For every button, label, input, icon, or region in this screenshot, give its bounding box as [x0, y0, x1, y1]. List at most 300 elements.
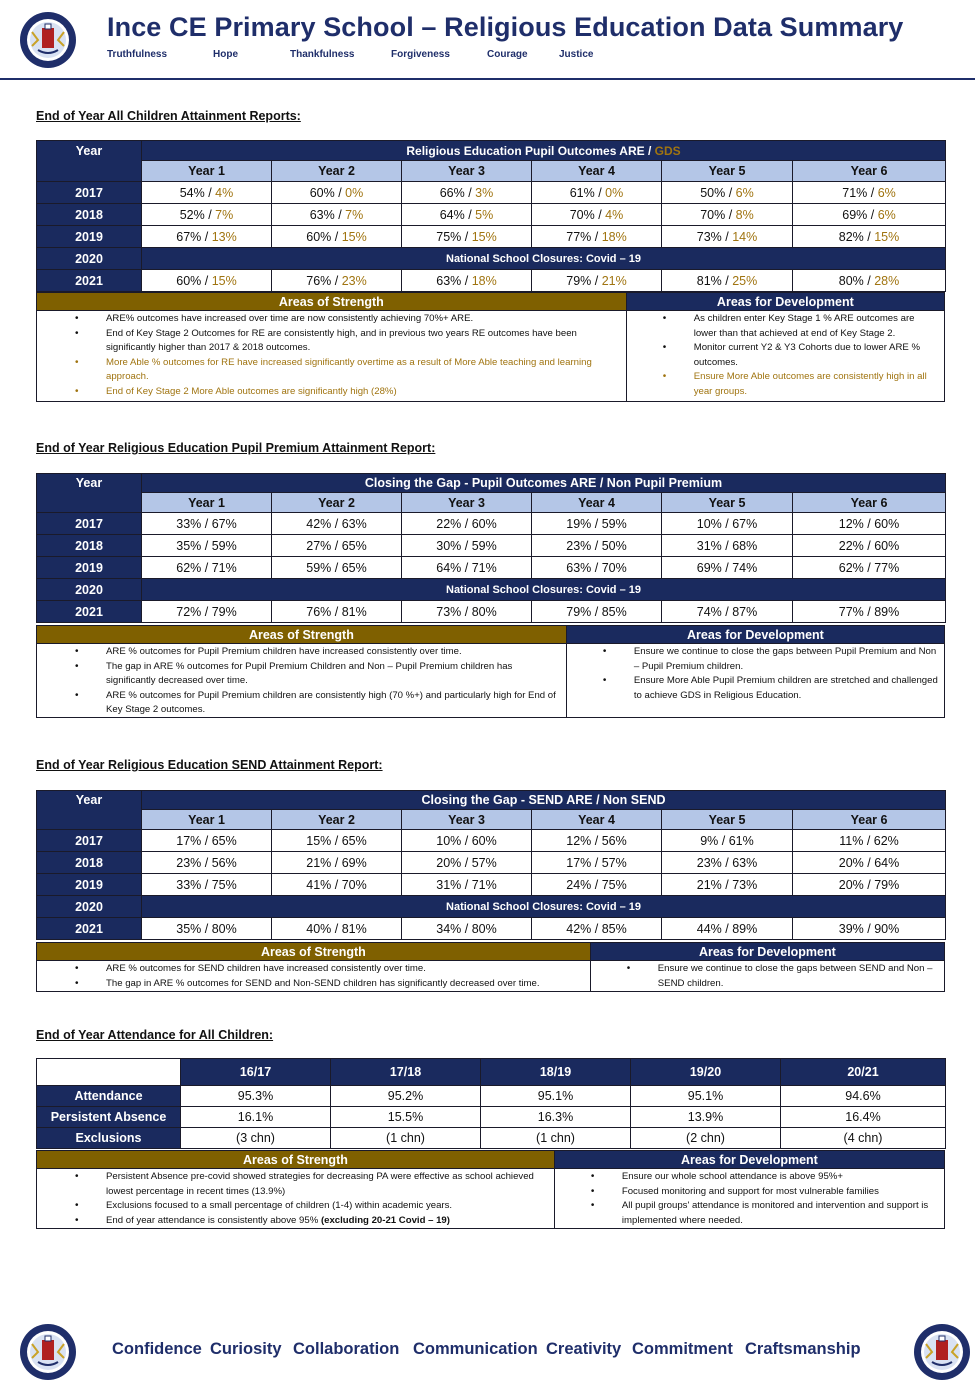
- table-row: [37, 579, 946, 601]
- note-text: Persistent Absence pre-covid showed strategies for decreasing PA were effective as school achieved lowest percentage in recent times (13.9%): [106, 1171, 534, 1197]
- note-text: The gap in ARE % outcomes for Pupil Premium Children and Non – Pupil Premium children has significantly decreased over time.: [106, 660, 513, 686]
- note-emphasis: (excluding 20-21 Covid – 19): [320, 1214, 450, 1226]
- are-value: 71% /: [842, 185, 878, 200]
- attendance-value-cell: 94.6%: [781, 1086, 946, 1107]
- areas-for-development-heading: Areas for Development: [555, 1151, 944, 1169]
- areas-of-strength-heading: Areas of Strength: [37, 1151, 554, 1169]
- attendance-value-cell: 95.3%: [181, 1086, 331, 1107]
- outcome-cell: 17% / 57%: [532, 852, 662, 874]
- development-item: [591, 962, 938, 991]
- outcome-cell: 19% / 59%: [532, 513, 662, 535]
- row-year-label: 2019: [37, 226, 142, 248]
- gds-value: 21%: [601, 273, 627, 288]
- development-item: [627, 312, 938, 341]
- table-row: [37, 557, 946, 579]
- footer-value: Commitment: [632, 1340, 733, 1358]
- attendance-value-cell: 16.3%: [481, 1107, 631, 1128]
- row-year-label: 2017: [37, 513, 142, 535]
- year-group-header: Year 6: [793, 493, 946, 513]
- outcome-cell: [793, 182, 946, 204]
- gds-value: 3%: [475, 185, 494, 200]
- gds-value: 15%: [341, 229, 367, 244]
- are-value: 70% /: [700, 207, 736, 222]
- note-text: Ensure More Able outcomes are consistently high in all year groups.: [693, 371, 927, 397]
- school-crest-logo: [912, 1322, 972, 1382]
- strength-item: [37, 1199, 548, 1214]
- academic-year-header: 18/19: [481, 1059, 631, 1086]
- areas-for-development: [555, 1151, 944, 1228]
- school-crest-logo: [18, 1322, 78, 1382]
- are-value: 61% /: [569, 185, 606, 200]
- outcome-cell: [272, 270, 402, 292]
- are-value: 82% /: [838, 229, 875, 244]
- outcome-cell: 15% / 65%: [272, 830, 402, 852]
- school-value: Truthfulness: [107, 49, 168, 60]
- attendance-value-cell: 16.1%: [181, 1107, 331, 1128]
- attendance-value-cell: 16.4%: [781, 1107, 946, 1128]
- banner-text: Religious Education Pupil Outcomes ARE /: [406, 143, 655, 158]
- strength-list: [37, 311, 626, 400]
- school-value: Courage: [487, 49, 528, 60]
- outcome-cell: [402, 226, 532, 248]
- row-year-label: 2021: [37, 601, 142, 623]
- table-row: [37, 535, 946, 557]
- are-value: 80% /: [838, 273, 875, 288]
- year-group-header: Year 4: [532, 493, 662, 513]
- table-row: [37, 270, 946, 292]
- development-item: [555, 1185, 938, 1200]
- footer-value: Craftsmanship: [745, 1340, 861, 1358]
- school-crest-logo: [18, 10, 78, 70]
- gds-value: 15%: [471, 229, 497, 244]
- outcome-cell: [662, 204, 793, 226]
- gds-value: 18%: [601, 229, 627, 244]
- academic-year-header: 20/21: [781, 1059, 946, 1086]
- note-text: ARE % outcomes for Pupil Premium children are consistently high (70 %+) and particularly high for End of Key Stage 2 outcomes.: [106, 689, 556, 715]
- outcome-cell: [532, 226, 662, 248]
- strength-item: [37, 645, 560, 660]
- outcome-cell: 21% / 73%: [662, 874, 793, 896]
- strength-item: [37, 356, 620, 385]
- outcome-cell: 62% / 71%: [142, 557, 272, 579]
- year-group-header: Year 5: [662, 161, 793, 182]
- outcome-cell: [793, 226, 946, 248]
- all-children-attainment-table: [36, 140, 946, 292]
- year-group-header: Year 3: [402, 810, 532, 830]
- gds-value: 8%: [735, 207, 754, 222]
- attendance-value-cell: (1 chn): [331, 1128, 481, 1149]
- year-group-header: Year 1: [142, 161, 272, 182]
- attendance-value-cell: 13.9%: [631, 1107, 781, 1128]
- areas-for-development-heading: Areas for Development: [627, 293, 944, 311]
- covid-closure-notice: National School Closures: Covid – 19: [142, 248, 946, 270]
- strength-list: [37, 961, 590, 992]
- send-attainment-table: [36, 790, 946, 940]
- year-group-header: Year 3: [402, 493, 532, 513]
- note-text: Exclusions focused to a small percentage of children (1-4) within academic years.: [106, 1200, 453, 1211]
- academic-year-header: 19/20: [631, 1059, 781, 1086]
- development-list: [555, 1169, 944, 1229]
- gds-value: 14%: [732, 229, 758, 244]
- page-title: Ince CE Primary School – Religious Education Data Summary: [107, 12, 904, 42]
- row-year-label: 2020: [37, 248, 142, 270]
- attendance-value-cell: 15.5%: [331, 1107, 481, 1128]
- outcome-cell: [142, 204, 272, 226]
- are-value: 63% /: [436, 273, 472, 288]
- outcome-cell: [532, 182, 662, 204]
- outcome-cell: 64% / 71%: [402, 557, 532, 579]
- are-value: 54% /: [179, 185, 216, 200]
- outcome-cell: [662, 182, 793, 204]
- year-group-header: Year 6: [793, 810, 946, 830]
- outcome-cell: [793, 270, 946, 292]
- gds-value: 23%: [341, 273, 367, 288]
- section-title-attendance: End of Year Attendance for All Children:: [36, 1028, 274, 1042]
- table-row: [37, 248, 946, 270]
- gds-value: 7%: [345, 207, 364, 222]
- outcome-cell: 23% / 63%: [662, 852, 793, 874]
- note-text: ARE% outcomes have increased over time are now consistently achieving 70%+ ARE.: [106, 313, 474, 324]
- note-text: End of Key Stage 2 More Able outcomes are significantly high (28%): [106, 385, 397, 397]
- areas-of-strength: [37, 943, 591, 991]
- note-text: End of year attendance is consistently above 95%: [106, 1214, 321, 1226]
- outcome-cell: 35% / 80%: [142, 918, 272, 940]
- outcome-cell: 21% / 69%: [272, 852, 402, 874]
- strength-item: [37, 1170, 548, 1199]
- strength-item: [37, 312, 620, 327]
- outcome-cell: 31% / 68%: [662, 535, 793, 557]
- outcome-cell: 20% / 57%: [402, 852, 532, 874]
- attendance-value-cell: (1 chn): [481, 1128, 631, 1149]
- covid-closure-notice: National School Closures: Covid – 19: [142, 579, 946, 601]
- row-year-label: 2017: [37, 182, 142, 204]
- table-row: [37, 204, 946, 226]
- note-text: All pupil groups' attendance is monitored and intervention and support is implemented where needed.: [621, 1200, 929, 1226]
- footer-value: Curiosity: [210, 1340, 282, 1358]
- are-value: 76% /: [306, 273, 342, 288]
- pupil-premium-attainment-table: [36, 473, 946, 623]
- row-year-label: 2021: [37, 270, 142, 292]
- are-value: 64% /: [439, 207, 476, 222]
- are-value: 81% /: [696, 273, 733, 288]
- note-text: Monitor current Y2 & Y3 Cohorts due to lower ARE % outcomes.: [693, 342, 920, 368]
- are-value: 69% /: [842, 207, 878, 222]
- outcome-cell: 40% / 81%: [272, 918, 402, 940]
- school-value: Forgiveness: [391, 49, 450, 60]
- development-item: [627, 370, 938, 399]
- strength-item: [37, 1214, 548, 1229]
- outcome-cell: 39% / 90%: [793, 918, 946, 940]
- outcome-cell: [142, 226, 272, 248]
- year-group-header: Year 4: [532, 810, 662, 830]
- year-group-header: Year 2: [272, 161, 402, 182]
- all-children-notes: [36, 292, 945, 402]
- row-year-label: 2018: [37, 852, 142, 874]
- outcome-cell: 11% / 62%: [793, 830, 946, 852]
- footer-value: Confidence: [112, 1340, 202, 1358]
- outcome-cell: 35% / 59%: [142, 535, 272, 557]
- gds-value: 6%: [877, 207, 896, 222]
- outcome-cell: 63% / 70%: [532, 557, 662, 579]
- row-year-label: 2020: [37, 579, 142, 601]
- outcome-cell: 24% / 75%: [532, 874, 662, 896]
- development-list: [591, 961, 944, 992]
- outcome-cell: [142, 182, 272, 204]
- row-year-label: 2017: [37, 830, 142, 852]
- are-value: 73% /: [696, 229, 733, 244]
- development-list: [567, 644, 944, 704]
- strength-item: [37, 977, 584, 992]
- attendance-metric-label: Exclusions: [37, 1128, 181, 1149]
- table-row: [37, 226, 946, 248]
- are-value: 79% /: [566, 273, 602, 288]
- outcome-cell: [532, 204, 662, 226]
- table-row: [37, 1107, 946, 1128]
- table-row: [37, 601, 946, 623]
- gds-value: 15%: [874, 229, 900, 244]
- outcome-cell: 62% / 77%: [793, 557, 946, 579]
- year-column-header: Year: [37, 791, 142, 830]
- gds-value: 0%: [345, 185, 364, 200]
- outcome-cell: 12% / 56%: [532, 830, 662, 852]
- strength-item: [37, 385, 620, 400]
- outcome-cell: [272, 182, 402, 204]
- areas-of-strength-heading: Areas of Strength: [37, 293, 626, 311]
- note-text: More Able % outcomes for RE have increased significantly overtime as a result of More Able teaching and learning approach.: [106, 356, 592, 382]
- areas-of-strength-heading: Areas of Strength: [37, 943, 590, 961]
- row-year-label: 2018: [37, 204, 142, 226]
- are-value: 50% /: [700, 185, 736, 200]
- year-group-header: Year 4: [532, 161, 662, 182]
- gds-value: 4%: [605, 207, 624, 222]
- note-text: End of Key Stage 2 Outcomes for RE are consistently high, and in previous two years RE outcomes have been significantly higher than 2017 & 2018 outcomes.: [106, 327, 577, 353]
- outcome-cell: 59% / 65%: [272, 557, 402, 579]
- outcome-cell: [142, 270, 272, 292]
- attendance-table: [36, 1058, 946, 1149]
- row-year-label: 2019: [37, 874, 142, 896]
- gds-value: 18%: [471, 273, 497, 288]
- are-value: 60% /: [306, 229, 342, 244]
- outcome-cell: 22% / 60%: [793, 535, 946, 557]
- note-text: The gap in ARE % outcomes for SEND and Non-SEND children has significantly decreased over time.: [106, 977, 540, 989]
- note-text: Ensure we continue to close the gaps between Pupil Premium and Non – Pupil Premium children.: [633, 646, 937, 672]
- outcome-cell: [532, 270, 662, 292]
- outcome-cell: 72% / 79%: [142, 601, 272, 623]
- pupil-premium-notes: [36, 625, 945, 718]
- are-value: 70% /: [569, 207, 606, 222]
- table-row: [37, 182, 946, 204]
- strength-item: [37, 660, 560, 689]
- attendance-value-cell: 95.2%: [331, 1086, 481, 1107]
- empty-corner-cell: [37, 1059, 181, 1086]
- outcome-cell: 77% / 89%: [793, 601, 946, 623]
- note-text: ARE % outcomes for SEND children have increased consistently over time.: [106, 963, 426, 974]
- strength-item: [37, 962, 584, 977]
- outcome-cell: 74% / 87%: [662, 601, 793, 623]
- table-row: [37, 896, 946, 918]
- areas-of-strength: [37, 293, 627, 401]
- outcome-cell: [402, 182, 532, 204]
- are-value: 67% /: [176, 229, 212, 244]
- areas-for-development: [567, 626, 944, 717]
- outcome-cell: 73% / 80%: [402, 601, 532, 623]
- attendance-value-cell: 95.1%: [481, 1086, 631, 1107]
- note-text: ARE % outcomes for Pupil Premium children have increased consistently over time.: [106, 646, 462, 657]
- gds-value: 6%: [877, 185, 896, 200]
- outcome-cell: [662, 226, 793, 248]
- are-value: 66% /: [439, 185, 476, 200]
- areas-of-strength: [37, 1151, 555, 1228]
- gds-value: 4%: [215, 185, 234, 200]
- section-title-all-children: End of Year All Children Attainment Reports:: [36, 109, 301, 123]
- attendance-metric-label: Attendance: [37, 1086, 181, 1107]
- outcome-cell: [272, 226, 402, 248]
- year-group-header: Year 5: [662, 810, 793, 830]
- outcome-cell: 79% / 85%: [532, 601, 662, 623]
- year-group-header: Year 2: [272, 810, 402, 830]
- development-item: [567, 674, 938, 703]
- outcome-cell: 23% / 50%: [532, 535, 662, 557]
- table-row: [37, 1086, 946, 1107]
- attendance-value-cell: 95.1%: [631, 1086, 781, 1107]
- outcome-cell: 27% / 65%: [272, 535, 402, 557]
- are-value: 77% /: [566, 229, 602, 244]
- row-year-label: 2019: [37, 557, 142, 579]
- gds-value: 25%: [732, 273, 758, 288]
- attendance-value-cell: (4 chn): [781, 1128, 946, 1149]
- year-group-header: Year 3: [402, 161, 532, 182]
- section-title-send: End of Year Religious Education SEND Attainment Report:: [36, 758, 383, 772]
- note-text: As children enter Key Stage 1 % ARE outcomes are lower than that achieved at end of Key Stage 2.: [693, 313, 915, 339]
- are-value: 63% /: [309, 207, 346, 222]
- development-item: [555, 1199, 938, 1228]
- table-row: [37, 830, 946, 852]
- banner-gds-text: GDS: [654, 143, 681, 158]
- outcome-cell: 30% / 59%: [402, 535, 532, 557]
- outcome-cell: 12% / 60%: [793, 513, 946, 535]
- row-year-label: 2021: [37, 918, 142, 940]
- year-group-header: Year 6: [793, 161, 946, 182]
- attendance-value-cell: (2 chn): [631, 1128, 781, 1149]
- year-group-header: Year 2: [272, 493, 402, 513]
- attendance-value-cell: (3 chn): [181, 1128, 331, 1149]
- table-row: [37, 918, 946, 940]
- note-text: Ensure we continue to close the gaps between SEND and Non – SEND children.: [657, 963, 933, 989]
- table-banner: Closing the Gap - Pupil Outcomes ARE / Non Pupil Premium: [142, 474, 946, 493]
- academic-year-header: 16/17: [181, 1059, 331, 1086]
- gds-value: 7%: [215, 207, 234, 222]
- school-value: Thankfulness: [290, 49, 355, 60]
- outcome-cell: 31% / 71%: [402, 874, 532, 896]
- outcome-cell: 44% / 89%: [662, 918, 793, 940]
- gds-value: 15%: [211, 273, 237, 288]
- gds-value: 6%: [735, 185, 754, 200]
- table-banner: [142, 141, 946, 161]
- outcome-cell: 69% / 74%: [662, 557, 793, 579]
- development-item: [627, 341, 938, 370]
- note-text: Ensure our whole school attendance is above 95%+: [621, 1171, 843, 1182]
- year-column-header: Year: [37, 141, 142, 182]
- areas-for-development-heading: Areas for Development: [591, 943, 944, 961]
- table-row: [37, 513, 946, 535]
- gds-value: 0%: [605, 185, 624, 200]
- table-row: [37, 1128, 946, 1149]
- outcome-cell: [272, 204, 402, 226]
- strength-list: [37, 1169, 554, 1229]
- row-year-label: 2020: [37, 896, 142, 918]
- section-title-pupil-premium: End of Year Religious Education Pupil Premium Attainment Report:: [36, 441, 436, 455]
- outcome-cell: [402, 270, 532, 292]
- are-value: 75% /: [436, 229, 472, 244]
- development-item: [567, 645, 938, 674]
- gds-value: 28%: [874, 273, 900, 288]
- outcome-cell: [793, 204, 946, 226]
- areas-for-development: [627, 293, 944, 401]
- development-list: [627, 311, 944, 400]
- year-group-header: Year 5: [662, 493, 793, 513]
- school-value: Justice: [559, 49, 594, 60]
- school-value: Hope: [213, 49, 238, 60]
- attendance-metric-label: Persistent Absence: [37, 1107, 181, 1128]
- development-item: [555, 1170, 938, 1185]
- gds-value: 13%: [211, 229, 237, 244]
- areas-for-development-heading: Areas for Development: [567, 626, 944, 644]
- outcome-cell: 23% / 56%: [142, 852, 272, 874]
- outcome-cell: 33% / 75%: [142, 874, 272, 896]
- outcome-cell: 22% / 60%: [402, 513, 532, 535]
- header-divider: [0, 78, 975, 80]
- strength-item: [37, 689, 560, 718]
- outcome-cell: 34% / 80%: [402, 918, 532, 940]
- note-text: Ensure More Able Pupil Premium children are stretched and challenged to achieve GDS in Religious Education.: [633, 675, 938, 701]
- outcome-cell: [662, 270, 793, 292]
- strength-list: [37, 644, 566, 719]
- year-group-header: Year 1: [142, 493, 272, 513]
- outcome-cell: 9% / 61%: [662, 830, 793, 852]
- outcome-cell: 41% / 70%: [272, 874, 402, 896]
- year-column-header: Year: [37, 474, 142, 513]
- areas-of-strength: [37, 626, 567, 717]
- outcome-cell: 10% / 67%: [662, 513, 793, 535]
- areas-of-strength-heading: Areas of Strength: [37, 626, 566, 644]
- table-banner: Closing the Gap - SEND ARE / Non SEND: [142, 791, 946, 810]
- covid-closure-notice: National School Closures: Covid – 19: [142, 896, 946, 918]
- are-value: 60% /: [176, 273, 212, 288]
- are-value: 52% /: [179, 207, 216, 222]
- year-group-header: Year 1: [142, 810, 272, 830]
- send-notes: [36, 942, 945, 992]
- table-row: [37, 874, 946, 896]
- row-year-label: 2018: [37, 535, 142, 557]
- outcome-cell: 10% / 60%: [402, 830, 532, 852]
- areas-for-development: [591, 943, 944, 991]
- gds-value: 5%: [475, 207, 494, 222]
- attendance-notes: [36, 1150, 945, 1229]
- outcome-cell: 42% / 85%: [532, 918, 662, 940]
- outcome-cell: 33% / 67%: [142, 513, 272, 535]
- footer-value: Communication: [413, 1340, 538, 1358]
- outcome-cell: [402, 204, 532, 226]
- outcome-cell: 17% / 65%: [142, 830, 272, 852]
- strength-item: [37, 327, 620, 356]
- academic-year-header: 17/18: [331, 1059, 481, 1086]
- outcome-cell: 20% / 79%: [793, 874, 946, 896]
- note-text: Focused monitoring and support for most vulnerable families: [621, 1185, 879, 1197]
- footer-value: Collaboration: [293, 1340, 400, 1358]
- outcome-cell: 42% / 63%: [272, 513, 402, 535]
- footer-value: Creativity: [546, 1340, 622, 1358]
- outcome-cell: 20% / 64%: [793, 852, 946, 874]
